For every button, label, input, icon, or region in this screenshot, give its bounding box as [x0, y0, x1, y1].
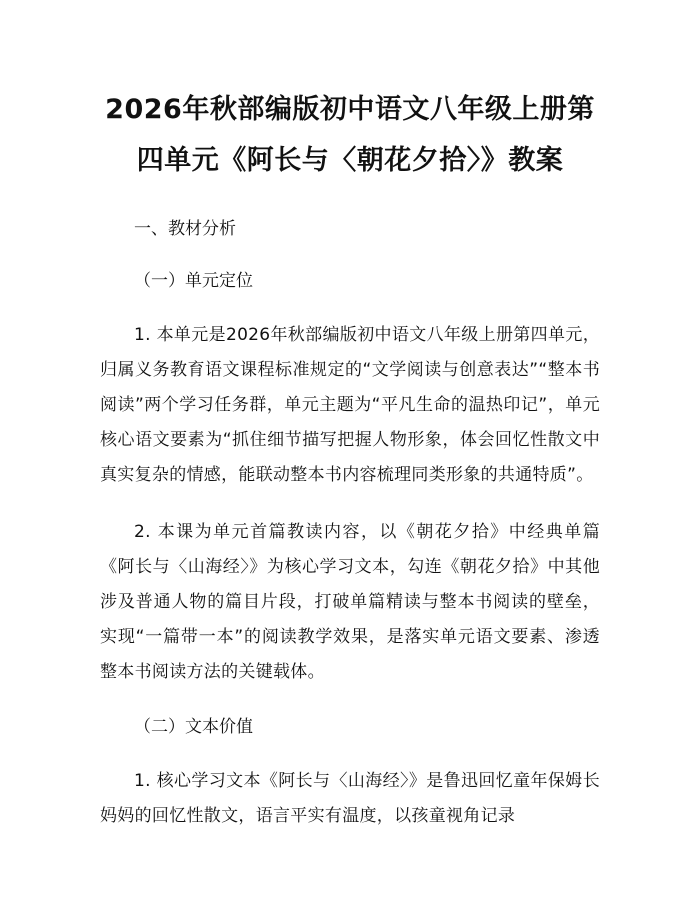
paragraph-text-value-1: 1. 核心学习文本《阿长与〈山海经〉》是鲁迅回忆童年保姆长妈妈的回忆性散文，语言平实有温度，以孩童视角记录: [100, 771, 600, 826]
subsection-heading-text-value: （二）文本价值: [134, 717, 253, 737]
section-heading-textbook-analysis: 一、教材分析: [134, 219, 236, 239]
paragraph-unit-positioning-1: 1. 本单元是2026年秋部编版初中语文八年级上册第四单元，归属义务教育语文课程标准规定的“文学阅读与创意表达”“整本书阅读”两个学习任务群，单元主题为“平凡生命的温热印记”，单元核心语文要素为“抓住细节描写把握人物形象，体会回忆性散文中真实复杂的情感，能联动整本书内容梳理同类形象的共通特质”。: [100, 325, 600, 485]
paragraph-unit-positioning-2: 2. 本课为单元首篇教读内容，以《朝花夕拾》中经典单篇《阿长与〈山海经〉》为核心学习文本，勾连《朝花夕拾》中其他涉及普通人物的篇目片段，打破单篇精读与整本书阅读的壁垒，实现“一篇带一本”的阅读教学效果，是落实单元语文要素、渗透整本书阅读方法的关键载体。: [100, 522, 600, 682]
subsection-heading-unit-positioning: （一）单元定位: [134, 271, 253, 291]
document-title: 2026年秋部编版初中语文八年级上册第四单元《阿长与〈朝花夕拾〉》教案: [105, 94, 595, 176]
